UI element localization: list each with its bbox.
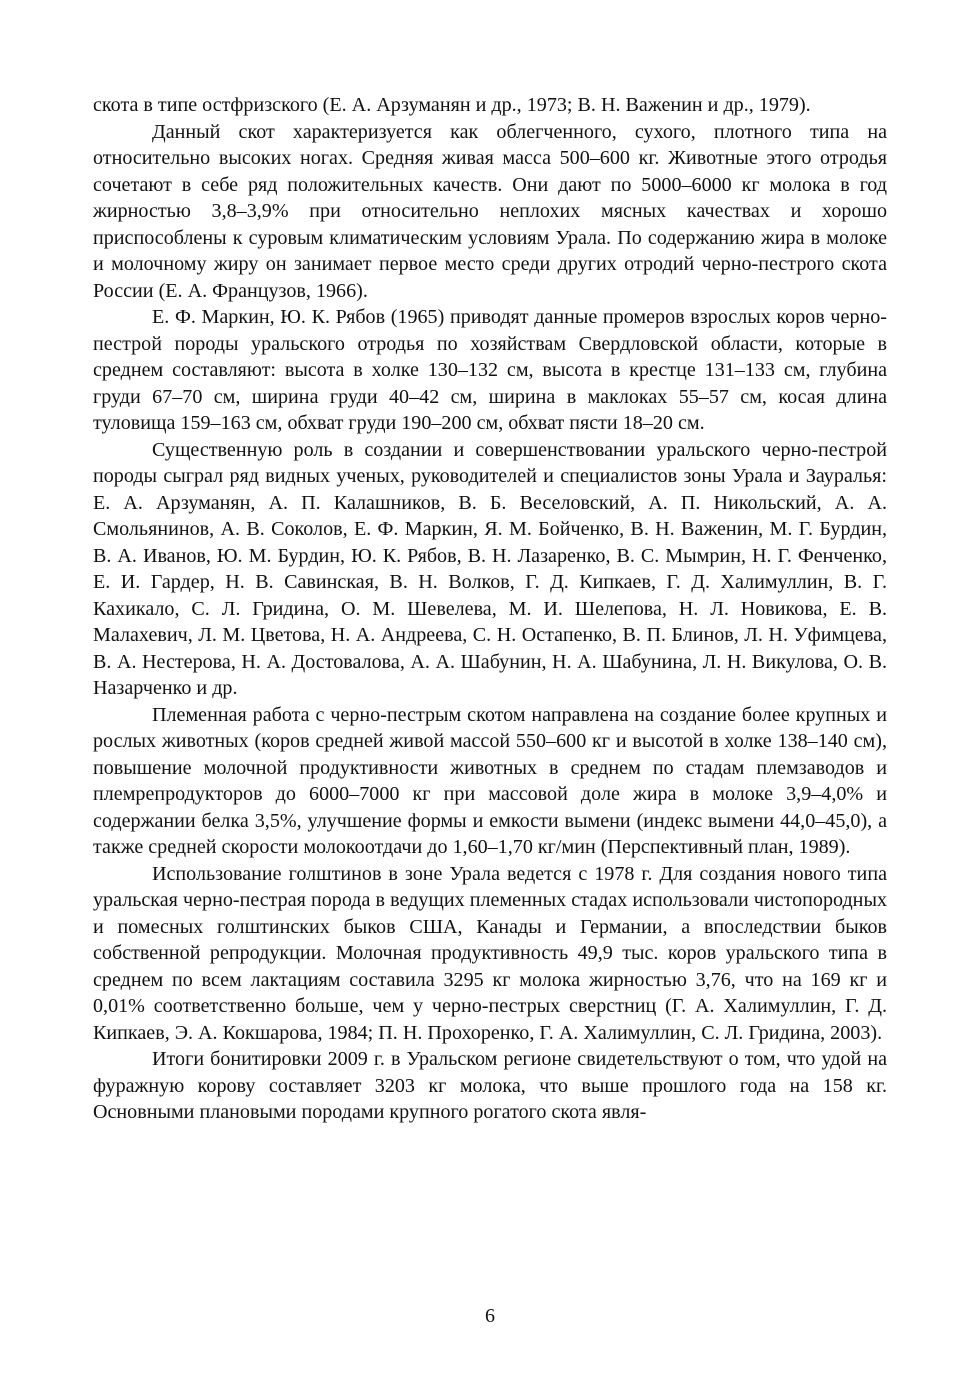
paragraph-holstein-use: Использование голштинов в зоне Урала ведется с 1978 г. Для создания нового типа уральская черно-пестрая порода в ведущих племенных стадах использовали чистопородных и помесных голштинских быков США, Канады и Германии, а впоследствии быков собственной репродукции. Молочная продуктивность 49,9 тыс. коров уральского типа в среднем по всем лактациям составила 3295 кг молока жирностью 3,76, что на 169 кг и 0,01% соответственно больше, чем у черно-пестрых сверстниц (Г. А. Халимуллин, Г. Д. Кипкаев, Э. А. Кокшарова, 1984; П. Н. Прохоренко, Г. А. Халимуллин, С. Л. Гридина, 2003). [93,862,887,1044]
paragraph-breed-description: Данный скот характеризуется как облегченного, сухого, плотного типа на относительно высоких ногах. Средняя живая масса 500–600 кг. Животные этого отродья сочетают в себе ряд положительных качеств. Они дают по 5000–6000 кг молока в год жирностью 3,8–3,9% при относительно неплохих мясных качествах и хорошо приспособлены к суровым климатическим условиям Урала. По содержанию жира в молоке и молочному жиру он занимает первое место среди других отродий черно-пестрого скота России (Е. А. Французов, 1966). [93,120,887,302]
paragraph-breeding-work: Племенная работа с черно-пестрым скотом направлена на создание более крупных и рослых животных (коров средней живой массой 550–600 кг и высотой в холке 138–140 см), повышение молочной продуктивности животных в среднем по стадам племзаводов и племрепродукторов до 6000–7000 кг при массовой доле жира в молоке 3,9–4,0% и содержании белка 3,5%, улучшение формы и емкости вымени (индекс вымени 44,0–45,0), а также средней скорости молокоотдачи до 1,60–1,70 кг/мин (Перспективный план, 1989). [93,703,887,858]
paragraph-appraisal-results: Итоги бонитировки 2009 г. в Уральском регионе свидетельствуют о том, что удой на фуражную корову составляет 3203 кг молока, что выше прошлого года на 158 кг. Основными плановыми породами крупного рогатого скота явля- [93,1048,887,1123]
paragraph-body-measurements: Е. Ф. Маркин, Ю. К. Рябов (1965) приводят данные промеров взрослых коров черно-пестрой породы уральского отродья по хозяйствам Свердловской области, которые в среднем составляют: высота в холке 130–132 см, высота в крестце 131–133 см, глубина груди 67–70 см, ширина груди 40–42 см, ширина в маклоках 55–57 см, косая длина туловища 159–163 см, обхват груди 190–200 см, обхват пясти 18–20 см. [93,306,887,434]
page-number: 6 [485,1305,495,1327]
document-body [93,92,887,1126]
paragraph-continuation: скота в типе остфризского (Е. А. Арзуманян и др., 1973; В. Н. Важенин и др., 1979). [93,94,811,116]
paragraph-scientists: Существенную роль в создании и совершенствовании уральского черно-пестрой породы сыграл ряд видных ученых, руководителей и специалистов зоны Урала и Зауралья: Е. А. Арзуманян, А. П. Калашников, В. Б. Веселовский, А. П. Никольский, А. А. Смольянинов, А. В. Соколов, Е. Ф. Маркин, Я. М. Бойченко, В. Н. Важенин, М. Г. Бурдин, В. А. Иванов, Ю. М. Бурдин, Ю. К. Рябов, В. Н. Лазаренко, В. С. Мымрин, Н. Г. Фенченко, Е. И. Гардер, Н. В. Савинская, В. Н. Волков, Г. Д. Кипкаев, Г. Д. Халимуллин, В. Г. Кахикало, С. Л. Гридина, О. М. Шевелева, М. И. Шелепова, Н. Л. Новикова, Е. В. Малахевич, Л. М. Цветова, Н. А. Андреева, С. Н. Остапенко, В. П. Блинов, Л. Н. Уфимцева, В. А. Нестерова, Н. А. Достовалова, А. А. Шабунин, Н. А. Шабунина, Л. Н. Викулова, О. В. Назарченко и др. [93,438,887,699]
